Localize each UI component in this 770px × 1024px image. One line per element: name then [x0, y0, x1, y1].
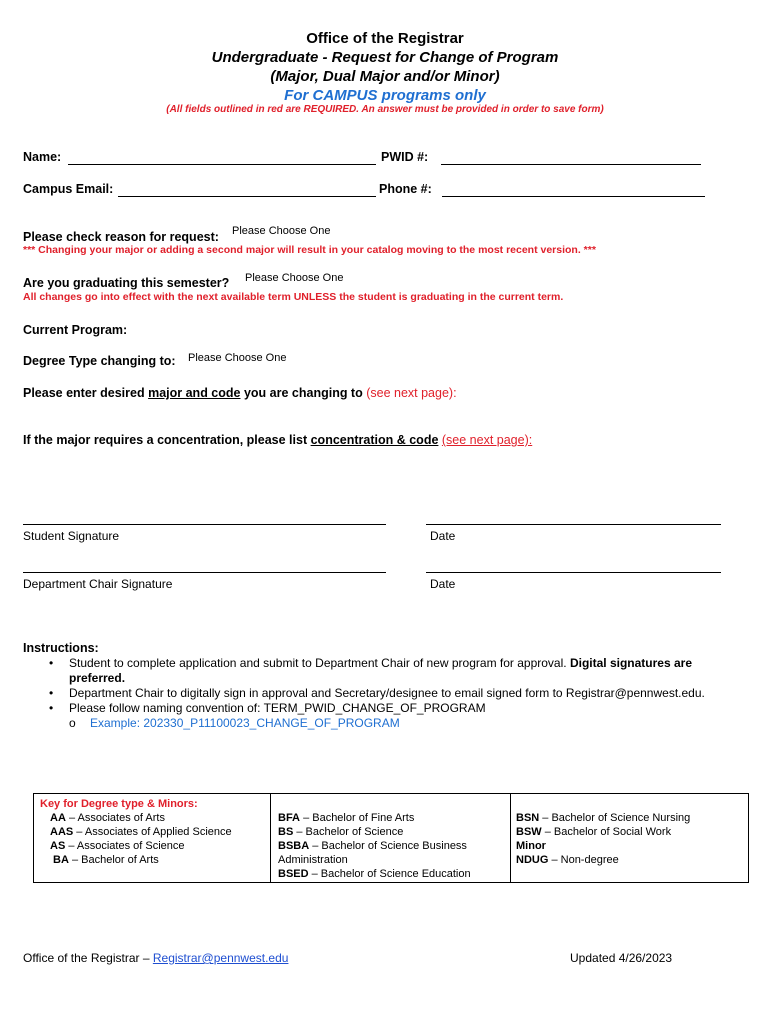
date2-line[interactable] [426, 560, 721, 573]
current-program-label: Current Program: [23, 323, 128, 337]
example-line [23, 716, 743, 731]
graduating-label: Are you graduating this semester? [23, 276, 230, 290]
key-col-2 [278, 811, 506, 899]
degree-key-box [33, 793, 749, 883]
instructions-heading: Instructions: [23, 641, 99, 655]
key-entry: AA – Associates of Arts [50, 812, 165, 824]
form-title: Undergraduate - Request for Change of Program [211, 49, 559, 66]
major-see-next: (see next page): [366, 386, 457, 400]
date1-label: Date [430, 529, 456, 543]
key-divider [510, 794, 511, 882]
key-entry: AAS – Associates of Applied Science [50, 826, 232, 838]
major-prefix: Please enter desired [23, 386, 145, 400]
key-entry: NDUG – Non-degree [516, 854, 619, 866]
footer-left: Office of the Registrar – Registrar@pennwest.edu [23, 951, 289, 965]
conc-underlined: concentration & code [310, 433, 439, 447]
major-suffix: you are changing to [243, 386, 363, 400]
key-col-3 [516, 811, 744, 899]
concentration-prompt [23, 433, 532, 447]
key-entry: AS – Associates of Science [50, 840, 185, 852]
instructions-list [23, 656, 743, 731]
key-heading: Key for Degree type & Minors: [40, 798, 198, 810]
chair-signature-label: Department Chair Signature [23, 577, 173, 591]
key-entry: BFA – Bachelor of Fine Arts [278, 812, 415, 824]
degree-type-dropdown[interactable]: Please Choose One [188, 352, 287, 364]
conc-prefix: If the major requires a concentration, please list [23, 433, 308, 447]
chair-signature-line[interactable] [23, 560, 386, 573]
pwid-field[interactable] [441, 149, 701, 165]
key-entry: BA – Bachelor of Arts [53, 854, 159, 866]
example-text: Example: 202330_P11100023_CHANGE_OF_PROGRAM [90, 716, 400, 730]
date1-line[interactable] [426, 512, 721, 525]
graduating-dropdown[interactable]: Please Choose One [245, 272, 344, 284]
phone-field[interactable] [442, 181, 705, 197]
key-divider [270, 794, 271, 882]
footer-updated: Updated 4/26/2023 [570, 951, 673, 965]
date2-label: Date [430, 577, 456, 591]
key-entry: BSBA – Bachelor of Science Business [278, 840, 467, 852]
form-subtitle: (Major, Dual Major and/or Minor) [270, 68, 500, 85]
office-title: Office of the Registrar [306, 30, 464, 47]
key-entry: BS – Bachelor of Science [278, 826, 404, 838]
required-note: (All fields outlined in red are REQUIRED. An answer must be provided in order to save form) [166, 104, 604, 115]
instruction-item: • Please follow naming convention of: TERM_PWID_CHANGE_OF_PROGRAM [49, 701, 486, 715]
key-entry: BSN – Bachelor of Science Nursing [516, 812, 691, 824]
email-field[interactable] [118, 181, 376, 197]
degree-type-label: Degree Type changing to: [23, 354, 176, 368]
registrar-email-link[interactable]: Registrar@pennwest.edu [152, 951, 289, 965]
major-underlined: major and code [148, 386, 241, 400]
key-entry: Minor [516, 840, 546, 852]
email-label: Campus Email: [23, 182, 114, 196]
conc-see-next: (see next page): [441, 433, 533, 447]
name-field[interactable] [68, 149, 376, 165]
reason-note: *** Changing your major or adding a second major will result in your catalog moving to the most recent version. *** [23, 244, 596, 256]
major-prompt [23, 386, 457, 400]
name-label: Name: [23, 150, 62, 164]
campus-note: For CAMPUS programs only [284, 87, 486, 104]
key-entry: Administration [278, 854, 348, 866]
student-signature-label: Student Signature [23, 529, 120, 543]
phone-label: Phone #: [379, 182, 432, 196]
key-col-1 [40, 797, 268, 885]
pwid-label: PWID #: [381, 150, 429, 164]
key-entry: BSW – Bachelor of Social Work [516, 826, 672, 838]
student-signature-line[interactable] [23, 512, 386, 525]
instruction-item: • Student to complete application and submit to Department Chair of new program for approval. Digital signatures are preferred. [49, 656, 692, 685]
reason-label: Please check reason for request: [23, 230, 219, 244]
sub-bullet: o [69, 716, 76, 730]
instruction-item: • Department Chair to digitally sign in approval and Secretary/designee to email signed form to Registrar@pennwest.edu. [49, 686, 705, 700]
key-entry: BSED – Bachelor of Science Education [278, 868, 471, 880]
graduating-note: All changes go into effect with the next available term UNLESS the student is graduating in the current term. [23, 291, 564, 303]
reason-dropdown[interactable]: Please Choose One [232, 225, 331, 237]
